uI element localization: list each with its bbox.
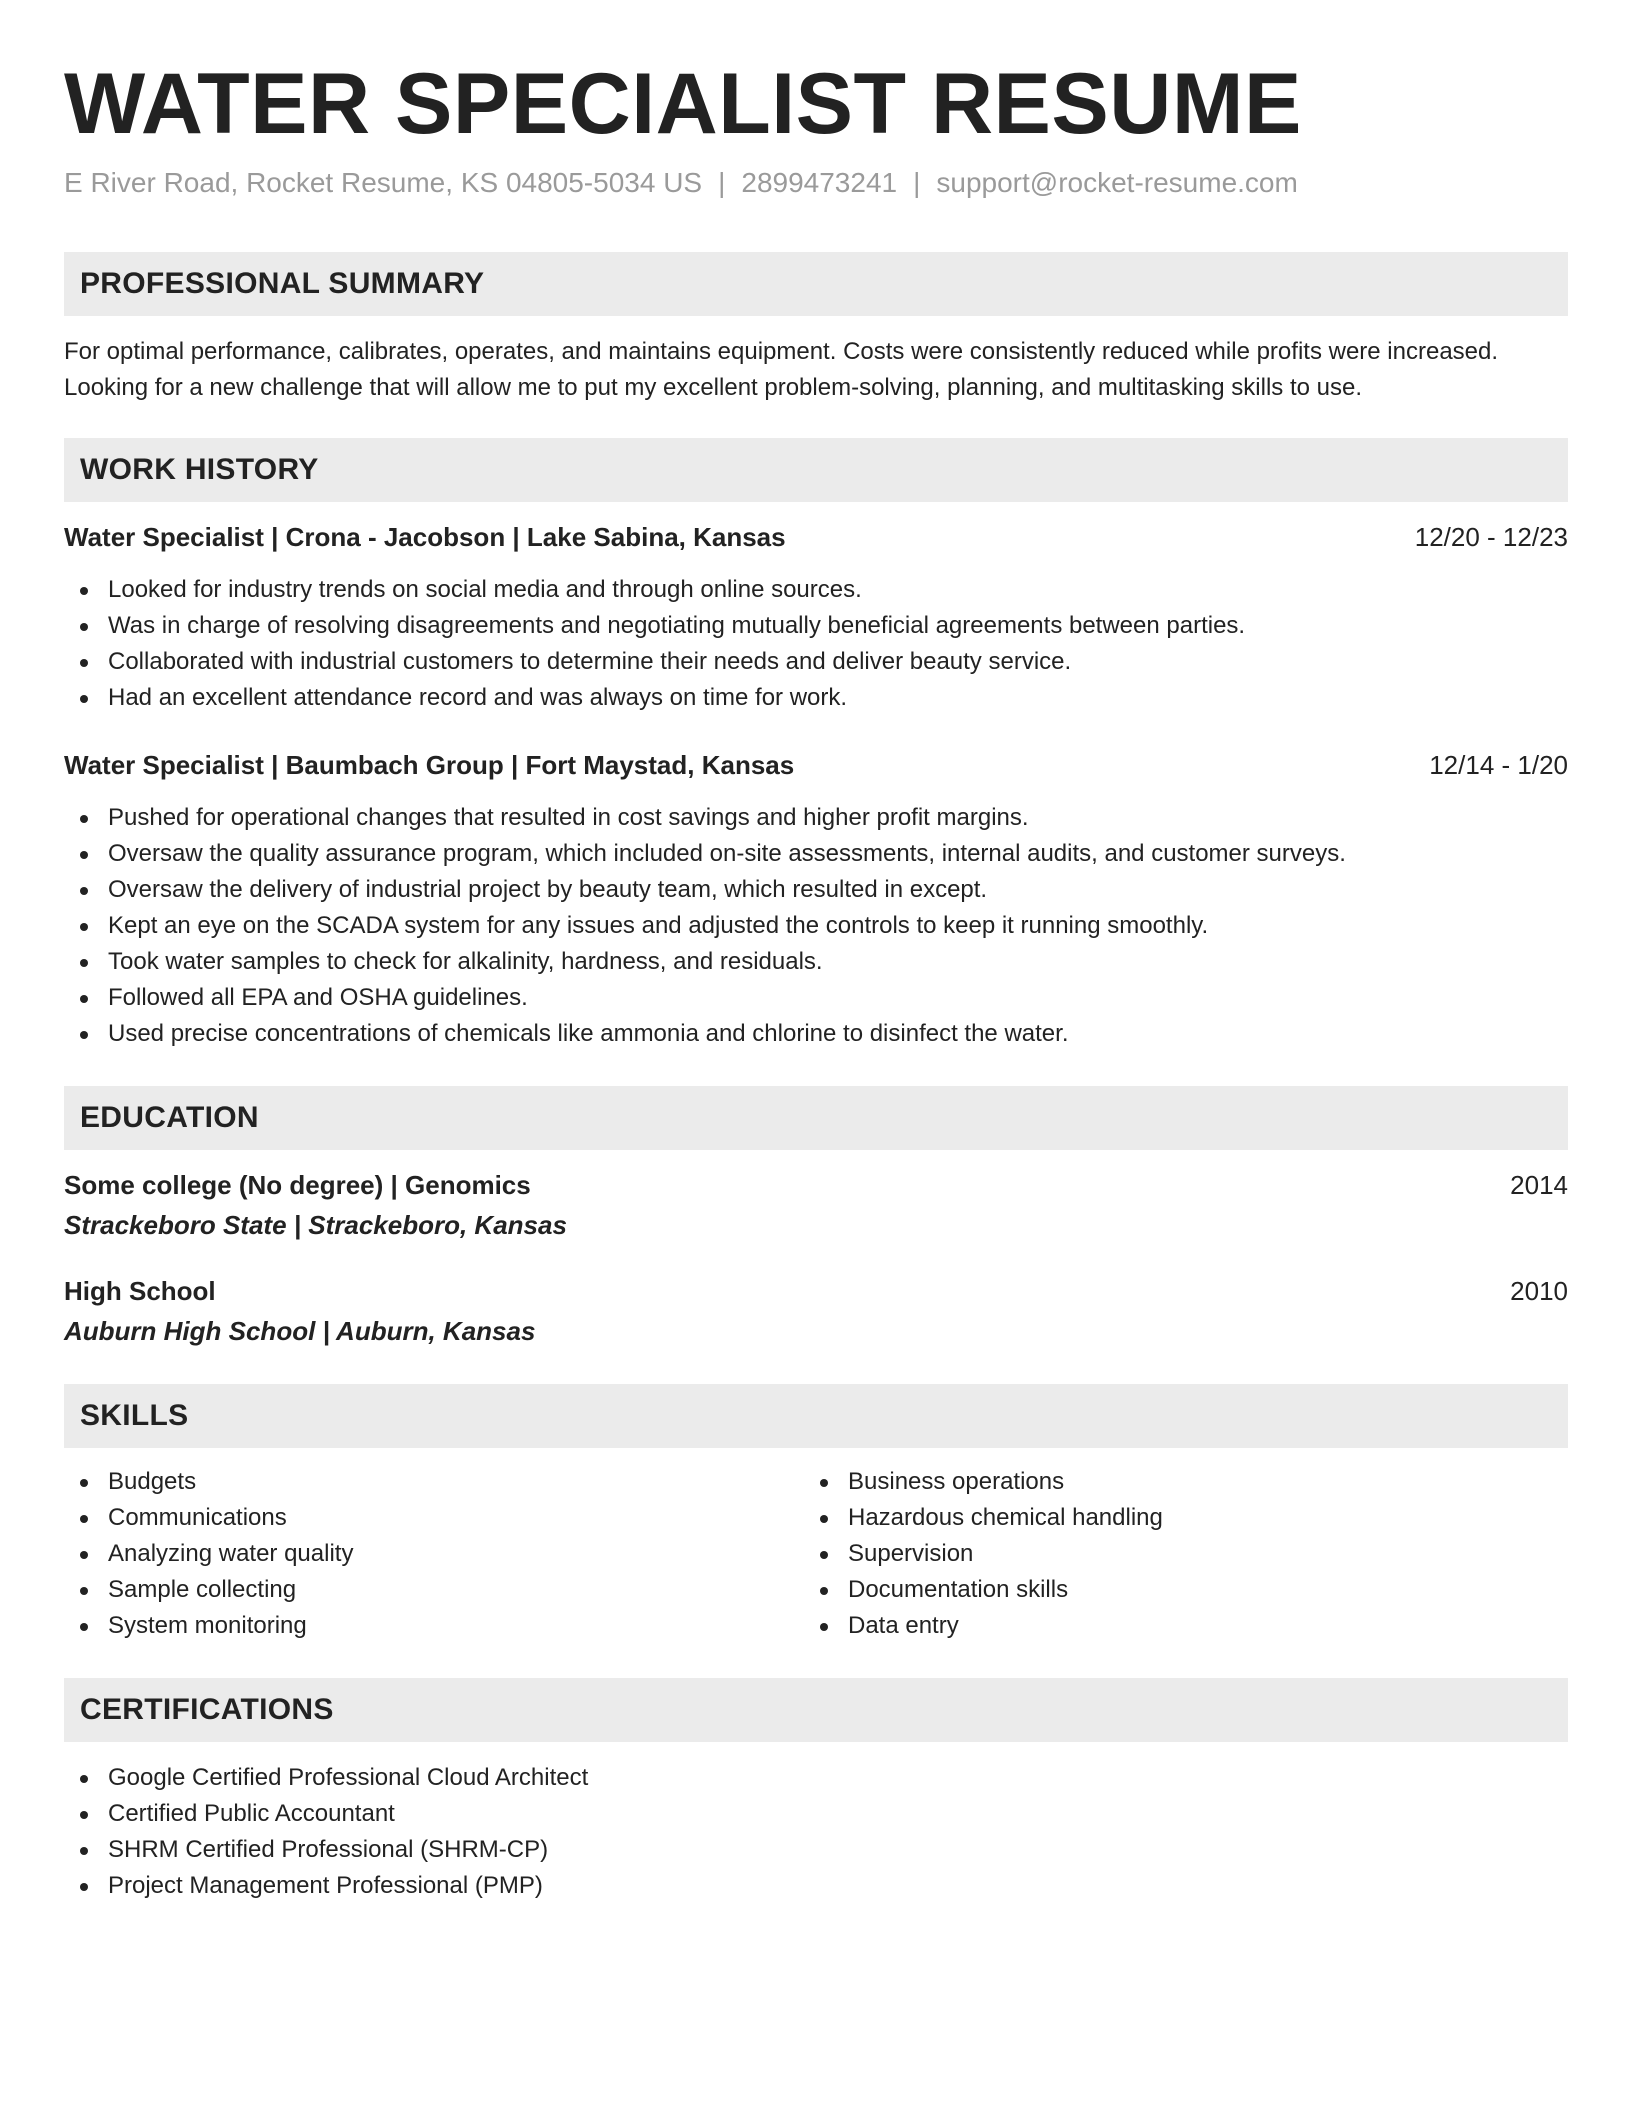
list-item: Used precise concentrations of chemicals like ammonia and chlorine to disinfect the water. — [64, 1016, 1568, 1052]
list-item: Oversaw the delivery of industrial project by beauty team, which resulted in except. — [64, 872, 1568, 908]
list-item: Business operations — [804, 1464, 1544, 1500]
education-school: Strackeboro State | Strackeboro, Kansas — [64, 1210, 567, 1240]
education-degree: Some college (No degree) | Genomics — [64, 1170, 531, 1200]
list-item: System monitoring — [64, 1608, 804, 1644]
contact-phone: 2899473241 — [741, 167, 898, 198]
list-item: Took water samples to check for alkalinity, hardness, and residuals. — [64, 944, 1568, 980]
summary-text — [64, 334, 1568, 406]
education-header — [64, 1168, 1568, 1202]
skills-column-left — [64, 1464, 804, 1644]
list-item: Google Certified Professional Cloud Architect — [64, 1760, 1568, 1796]
list-item: Data entry — [804, 1608, 1544, 1644]
list-item: Looked for industry trends on social media and through online sources. — [64, 572, 1568, 608]
contact-line — [64, 166, 1568, 200]
education-year: 2014 — [1510, 1170, 1568, 1200]
contact-separator: | — [718, 167, 726, 198]
list-item: Pushed for operational changes that resulted in cost savings and higher profit margins. — [64, 800, 1568, 836]
education-school: Auburn High School | Auburn, Kansas — [64, 1316, 536, 1346]
job-bullets — [64, 572, 1568, 716]
job-header — [64, 520, 1568, 554]
list-item: Kept an eye on the SCADA system for any issues and adjusted the controls to keep it running smoothly. — [64, 908, 1568, 944]
list-item: Communications — [64, 1500, 804, 1536]
list-item: Analyzing water quality — [64, 1536, 804, 1572]
list-item: Hazardous chemical handling — [804, 1500, 1544, 1536]
job-dates: 12/20 - 12/23 — [1414, 522, 1568, 552]
job-title: Water Specialist | Baumbach Group | Fort Maystad, Kansas — [64, 750, 795, 780]
job-entry — [64, 520, 1568, 716]
list-item: Certified Public Accountant — [64, 1796, 1568, 1832]
list-item: Had an excellent attendance record and was always on time for work. — [64, 680, 1568, 716]
list-item: Budgets — [64, 1464, 804, 1500]
section-heading-certifications: CERTIFICATIONS — [64, 1678, 1568, 1742]
contact-email: support@rocket-resume.com — [936, 167, 1298, 198]
education-entry — [64, 1168, 1568, 1244]
list-item: Oversaw the quality assurance program, which included on-site assessments, internal audits, and customer surveys. — [64, 836, 1568, 872]
job-dates: 12/14 - 1/20 — [1429, 750, 1568, 780]
skills-grid — [64, 1464, 1568, 1644]
job-entry — [64, 748, 1568, 1052]
education-entry — [64, 1274, 1568, 1350]
list-item: Documentation skills — [804, 1572, 1544, 1608]
section-heading-summary: PROFESSIONAL SUMMARY — [64, 252, 1568, 316]
section-heading-education: EDUCATION — [64, 1086, 1568, 1150]
job-title: Water Specialist | Crona - Jacobson | Lake Sabina, Kansas — [64, 522, 786, 552]
list-item: Project Management Professional (PMP) — [64, 1868, 1568, 1904]
education-year: 2010 — [1510, 1276, 1568, 1306]
skills-list — [64, 1464, 804, 1644]
job-header — [64, 748, 1568, 782]
education-degree: High School — [64, 1276, 216, 1306]
list-item: Supervision — [804, 1536, 1544, 1572]
contact-separator: | — [913, 167, 921, 198]
resume-title: WATER SPECIALIST RESUME — [64, 56, 1302, 152]
education-header — [64, 1274, 1568, 1308]
summary-line: For optimal performance, calibrates, operates, and maintains equipment. Costs were consistently reduced while profits were increased. — [64, 338, 1499, 365]
summary-line: Looking for a new challenge that will allow me to put my excellent problem-solving, planning, and multitasking skills to use. — [64, 374, 1363, 401]
contact-address: E River Road, Rocket Resume, KS 04805-5034 US — [64, 167, 703, 198]
skills-list — [804, 1464, 1544, 1644]
skills-column-right — [804, 1464, 1544, 1644]
list-item: Sample collecting — [64, 1572, 804, 1608]
certifications-list — [64, 1760, 1568, 1904]
section-heading-work-history: WORK HISTORY — [64, 438, 1568, 502]
list-item: SHRM Certified Professional (SHRM-CP) — [64, 1832, 1568, 1868]
section-heading-skills: SKILLS — [64, 1384, 1568, 1448]
list-item: Was in charge of resolving disagreements and negotiating mutually beneficial agreements between parties. — [64, 608, 1568, 644]
job-bullets — [64, 800, 1568, 1052]
list-item: Collaborated with industrial customers to determine their needs and deliver beauty service. — [64, 644, 1568, 680]
list-item: Followed all EPA and OSHA guidelines. — [64, 980, 1568, 1016]
